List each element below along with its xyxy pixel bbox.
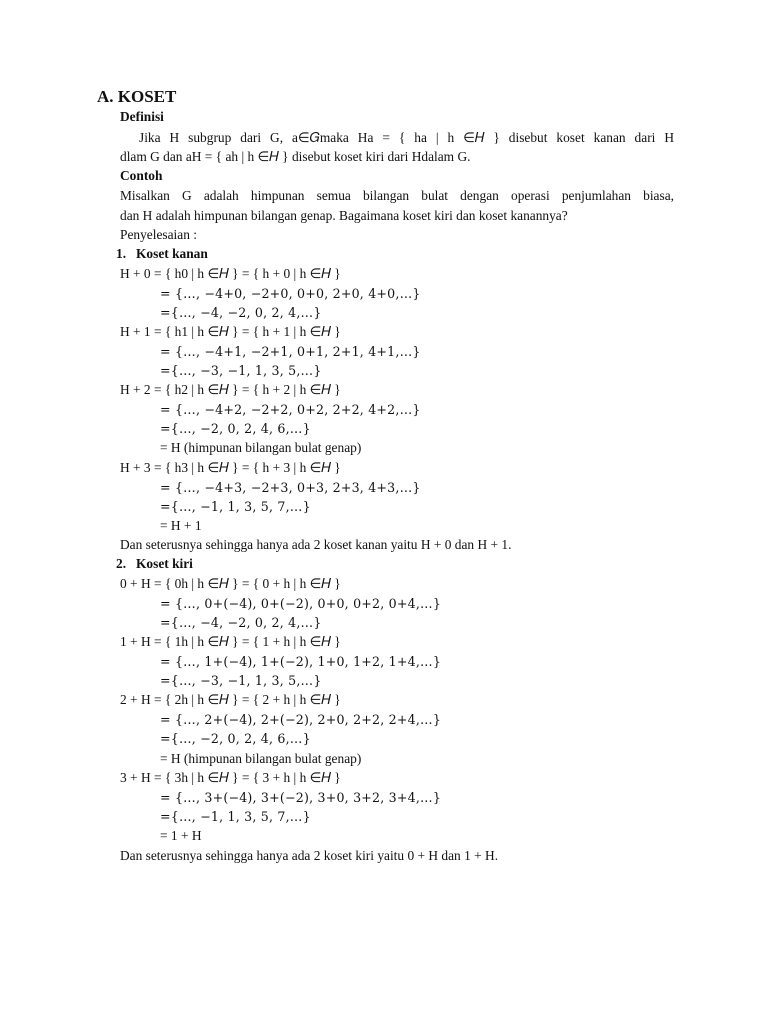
coset-expansion-line: = {…, −4+2, −2+2, 0+2, 2+2, 4+2,…} xyxy=(160,402,421,417)
coset-result-line: ={…, −2, 0, 2, 4, 6,…} xyxy=(160,731,311,746)
coset-expansion-line: = {…, 0+(−4), 0+(−2), 0+0, 0+2, 0+4,…} xyxy=(160,596,442,611)
section-title: A. KOSET xyxy=(97,87,177,106)
definition-line-2: dlam G dan aH = { ah | h ∈𝐻 } disebut koset kiri dari Hdalam G. xyxy=(120,149,471,164)
coset-result-line: ={…, −3, −1, 1, 3, 5,…} xyxy=(160,363,322,378)
example-heading: Contoh xyxy=(120,168,163,183)
list-heading: Koset kanan xyxy=(136,246,208,261)
right-coset-conclusion: Dan seterusnya sehingga hanya ada 2 koset kanan yaitu H + 0 dan H + 1. xyxy=(120,537,512,552)
coset-expansion-line: = {…, −4+1, −2+1, 0+1, 2+1, 4+1,…} xyxy=(160,344,421,359)
definition-heading: Definisi xyxy=(120,109,164,124)
left-coset-conclusion: Dan seterusnya sehingga hanya ada 2 koset kiri yaitu 0 + H dan 1 + H. xyxy=(120,848,499,863)
coset-definition-line: 2 + H = { 2h | h ∈𝐻 } = { 2 + h | h ∈𝐻 } xyxy=(120,692,341,707)
coset-result-line: ={…, −4, −2, 0, 2, 4,…} xyxy=(160,615,322,630)
coset-definition-line: H + 0 = { h0 | h ∈𝐻 } = { h + 0 | h ∈𝐻 } xyxy=(120,266,341,281)
coset-equality-line: = H (himpunan bilangan bulat genap) xyxy=(160,751,362,766)
coset-definition-line: H + 3 = { h3 | h ∈𝐻 } = { h + 3 | h ∈𝐻 } xyxy=(120,460,341,475)
right-coset-heading xyxy=(116,244,208,263)
coset-expansion-line: = {…, 3+(−4), 3+(−2), 3+0, 3+2, 3+4,…} xyxy=(160,790,442,805)
list-number: 1. xyxy=(116,246,127,261)
coset-definition-line: 3 + H = { 3h | h ∈𝐻 } = { 3 + h | h ∈𝐻 } xyxy=(120,770,341,785)
definition-line-1: Jika H subgrup dari G, a∈𝐺maka Ha = { ha | h ∈𝐻 } disebut koset kanan dari H xyxy=(139,130,674,145)
example-line-2: dan H adalah himpunan bilangan genap. Bagaimana koset kiri dan koset kanannya? xyxy=(120,208,568,223)
coset-expansion-line: = {…, −4+3, −2+3, 0+3, 2+3, 4+3,…} xyxy=(160,480,421,495)
coset-equality-line: = 1 + H xyxy=(160,828,202,843)
coset-expansion-line: = {…, 1+(−4), 1+(−2), 1+0, 1+2, 1+4,…} xyxy=(160,654,442,669)
coset-definition-line: H + 1 = { h1 | h ∈𝐻 } = { h + 1 | h ∈𝐻 } xyxy=(120,324,341,339)
coset-definition-line: 0 + H = { 0h | h ∈𝐻 } = { 0 + h | h ∈𝐻 } xyxy=(120,576,341,591)
list-number: 2. xyxy=(116,556,127,571)
solution-label: Penyelesaian : xyxy=(120,227,197,242)
coset-equality-line: = H + 1 xyxy=(160,518,202,533)
left-coset-heading xyxy=(116,554,193,573)
coset-expansion-line: = {…, −4+0, −2+0, 0+0, 2+0, 4+0,…} xyxy=(160,286,421,301)
list-heading: Koset kiri xyxy=(136,556,193,571)
coset-definition-line: H + 2 = { h2 | h ∈𝐻 } = { h + 2 | h ∈𝐻 } xyxy=(120,382,341,397)
coset-result-line: ={…, −3, −1, 1, 3, 5,…} xyxy=(160,673,322,688)
coset-result-line: ={…, −1, 1, 3, 5, 7,…} xyxy=(160,809,311,824)
coset-expansion-line: = {…, 2+(−4), 2+(−2), 2+0, 2+2, 2+4,…} xyxy=(160,712,442,727)
coset-definition-line: 1 + H = { 1h | h ∈𝐻 } = { 1 + h | h ∈𝐻 } xyxy=(120,634,341,649)
coset-equality-line: = H (himpunan bilangan bulat genap) xyxy=(160,440,362,455)
coset-result-line: ={…, −2, 0, 2, 4, 6,…} xyxy=(160,421,311,436)
coset-result-line: ={…, −1, 1, 3, 5, 7,…} xyxy=(160,499,311,514)
coset-result-line: ={…, −4, −2, 0, 2, 4,…} xyxy=(160,305,322,320)
example-line-1: Misalkan G adalah himpunan semua bilangan bulat dengan operasi penjumlahan biasa, xyxy=(120,188,674,203)
